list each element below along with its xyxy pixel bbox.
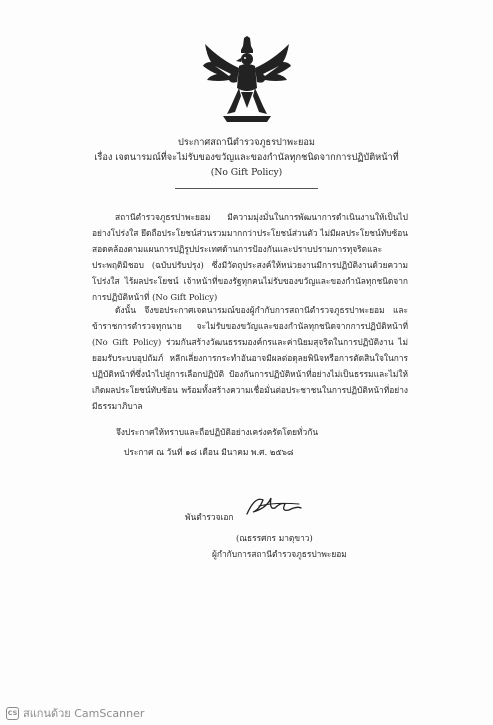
signatory-rank: พันตำรวจเอก xyxy=(185,512,234,522)
signatory-position: ผู้กำกับการสถานีตำรวจภูธรปาพะยอม xyxy=(212,549,347,559)
watermark-text: สแกนด้วย CamScanner xyxy=(23,707,145,720)
garuda-emblem-icon xyxy=(201,36,293,124)
camscanner-logo-icon: CS xyxy=(6,707,19,720)
title-divider xyxy=(175,188,318,189)
announcement-date: ประกาศ ณ วันที่ ๑๘ เดือน มีนาคม พ.ศ. ๒๕๖๘ xyxy=(124,447,294,457)
scanner-watermark xyxy=(6,704,144,722)
announcement-subtitle: (No Gift Policy) xyxy=(210,167,283,178)
announcement-subject: เรื่อง เจตนารมณ์ที่จะไม่รับของขวัญและของกำนัลทุกชนิดจากการปฏิบัติหน้าที่ xyxy=(94,152,399,163)
signatory-name: (ณธรรศกร มาตุขาว) xyxy=(236,533,313,543)
body-paragraph-2: ดังนั้น จึงขอประกาศเจตนารมณ์ของผู้กำกับการสถานีตำรวจภูธรปาพะยอม และข้าราชการตำรวจทุกนาย จะไม่รับของขวัญและของกำนัลทุกชนิดจากการปฏิบัติหน้าที่ (No Gift Policy) ร่วมกันสร้างวัฒนธรรมองค์กรและค่านิยมสุจริตในการปฏิบัติงาน ไม่ยอมรับระบบอุปถัมภ์ หลีกเลี่ยงการกระทำอันอาจมีผลต่อดุลยพินิจหรือการตัดสินใจในการปฏิบัติหน้าที่ซึ่งนำไปสู่การเลือกปฏิบัติ ป้องกันการปฏิบัติหน้าที่อย่างไม่เป็นธรรมและไม่ให้เกิดผลประโยชน์ทับซ้อน พร้อมทั้งสร้างความเชื่อมั่นต่อประชาชนในการปฏิบัติหน้าที่อย่างมีธรรมาภิบาล xyxy=(92,305,408,411)
announcement-title: ประกาศสถานีตำรวจภูธรปาพะยอม xyxy=(177,137,315,148)
body-paragraph-1: สถานีตำรวจภูธรปาพะยอม มีความมุ่งมั่นในการพัฒนาการดำเนินงานให้เป็นไปอย่างโปร่งใส ยึดถือประโยชน์ส่วนรวมมากกว่าประโยชน์ส่วนตัว ไม่มีผลประโยชน์ทับซ้อน สอดคล้องตามแผนการปฏิรูปประเทศด้านการป้องกันและปราบปรามการทุจริตและประพฤติมิชอบ (ฉบับปรับปรุง) ซึ่งมีวัตถุประสงค์ให้หน่วยงานมีการปฏิบัติงานด้วยความโปร่งใส ไร้ผลประโยชน์ เจ้าหน้าที่ของรัฐทุกคนไม่รับของขวัญและของกำนัลทุกชนิดจากการปฏิบัติหน้าที่ (No Gift Policy) xyxy=(92,212,408,302)
handwritten-signature xyxy=(241,490,309,522)
announcement-closing: จึงประกาศให้ทราบและถือปฏิบัติอย่างเคร่งครัดโดยทั่วกัน xyxy=(116,427,319,437)
